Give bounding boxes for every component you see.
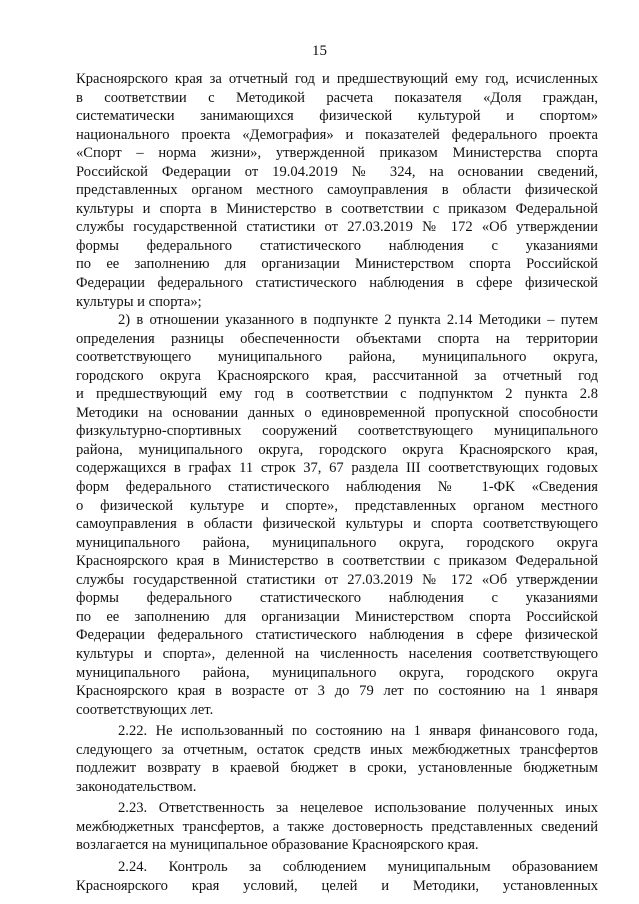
- text-line: муниципального района, муниципального округа, городского округа: [76, 534, 598, 551]
- paragraph-first-line: 2) в отношении указанного в подпункте 2 пункта 2.14 Методики – путем: [118, 312, 598, 329]
- paragraph-first-line: 2.24. Контроль за соблюдением муниципальным образованием: [118, 858, 598, 875]
- text-line: культуры и спорта в Министерство в соответствии с приказом Федеральной: [76, 200, 598, 217]
- text-line: в соответствии с Методикой расчета показателя «Доля граждан,: [76, 89, 598, 106]
- text-line: Российской Федерации от 19.04.2019 № 324, на основании сведений,: [76, 163, 598, 180]
- page-number: 15: [312, 43, 327, 59]
- text-line: «Спорт – норма жизни», утвержденной приказом Министерства спорта: [76, 145, 598, 162]
- text-line: возлагается на муниципальное образование Красноярского края.: [76, 837, 479, 854]
- text-line: Красноярского края в Министерство в соответствии с приказом Федеральной: [76, 553, 598, 570]
- text-line: форм федерального статистического наблюдения № 1-ФК «Сведения: [76, 479, 598, 496]
- text-line: определения разницы обеспеченности объектами спорта на территории: [76, 330, 598, 347]
- text-line: систематически занимающихся физической культурой и спортом»: [76, 108, 598, 125]
- document-body: [76, 70, 598, 895]
- text-line: культуры и спорта», деленной на численность населения соответствующего: [76, 645, 598, 662]
- text-line: и предшествующий ему год в соответствии с подпунктом 2 пункта 2.8: [76, 386, 598, 403]
- paragraph-first-line: 2.22. Не использованный по состоянию на 1 января финансового года,: [118, 723, 598, 740]
- text-line: самоуправления в области физической культуры и спорта соответствующего: [76, 516, 598, 533]
- text-line: формы федерального статистического наблюдения с указаниями: [76, 590, 598, 607]
- text-line: соответствующих лет.: [76, 701, 214, 718]
- text-line: муниципального района, муниципального округа, городского округа: [76, 664, 598, 681]
- text-line: Федерации федерального статистического наблюдения в сфере физической: [76, 275, 598, 292]
- text-line: представленных органом местного самоуправления в области физической: [76, 182, 598, 199]
- text-line: физкультурно-спортивных сооружений соответствующего муниципального: [76, 423, 598, 440]
- text-line: службы государственной статистики от 27.03.2019 № 172 «Об утверждении: [76, 219, 598, 236]
- text-line: культуры и спорта»;: [76, 293, 202, 310]
- text-line: национального проекта «Демография» и показателей федерального проекта: [76, 126, 598, 143]
- text-line: о физической культуре и спорте», представленных органом местного: [76, 497, 598, 514]
- text-line: соответствующего муниципального района, муниципального округа,: [76, 349, 598, 366]
- text-line: Красноярского края условий, целей и Методики, установленных: [76, 877, 598, 894]
- text-line: законодательством.: [76, 778, 197, 795]
- text-line: Красноярского края в возрасте от 3 до 79 лет по состоянию на 1 января: [76, 683, 598, 700]
- text-line: подлежит возврату в краевой бюджет в сроки, установленные бюджетным: [76, 760, 598, 777]
- text-line: района, муниципального округа, городского округа Красноярского края,: [76, 441, 598, 458]
- text-line: по ее заполнению для организации Министерством спорта Российской: [76, 256, 598, 273]
- text-line: Федерации федерального статистического наблюдения в сфере физической: [76, 627, 598, 644]
- text-line: по ее заполнению для организации Министерством спорта Российской: [76, 608, 598, 625]
- text-line: формы федерального статистического наблюдения с указаниями: [76, 237, 598, 254]
- text-line: межбюджетных трансфертов, а также достоверность представленных сведений: [76, 818, 598, 835]
- paragraph-first-line: 2.23. Ответственность за нецелевое использование полученных иных: [118, 800, 598, 817]
- text-line: Красноярского края за отчетный год и предшествующий ему год, исчисленных: [76, 71, 598, 87]
- text-line: следующего за отчетным, остаток средств иных межбюджетных трансфертов: [76, 741, 598, 758]
- text-line: содержащихся в графах 11 строк 37, 67 раздела III соответствующих годовых: [76, 460, 598, 477]
- text-line: службы государственной статистики от 27.03.2019 № 172 «Об утверждении: [76, 571, 598, 588]
- text-line: городского округа Красноярского края, рассчитанной за отчетный год: [76, 367, 598, 384]
- text-line: Методики на основании данных о единовременной пропускной способности: [76, 404, 598, 421]
